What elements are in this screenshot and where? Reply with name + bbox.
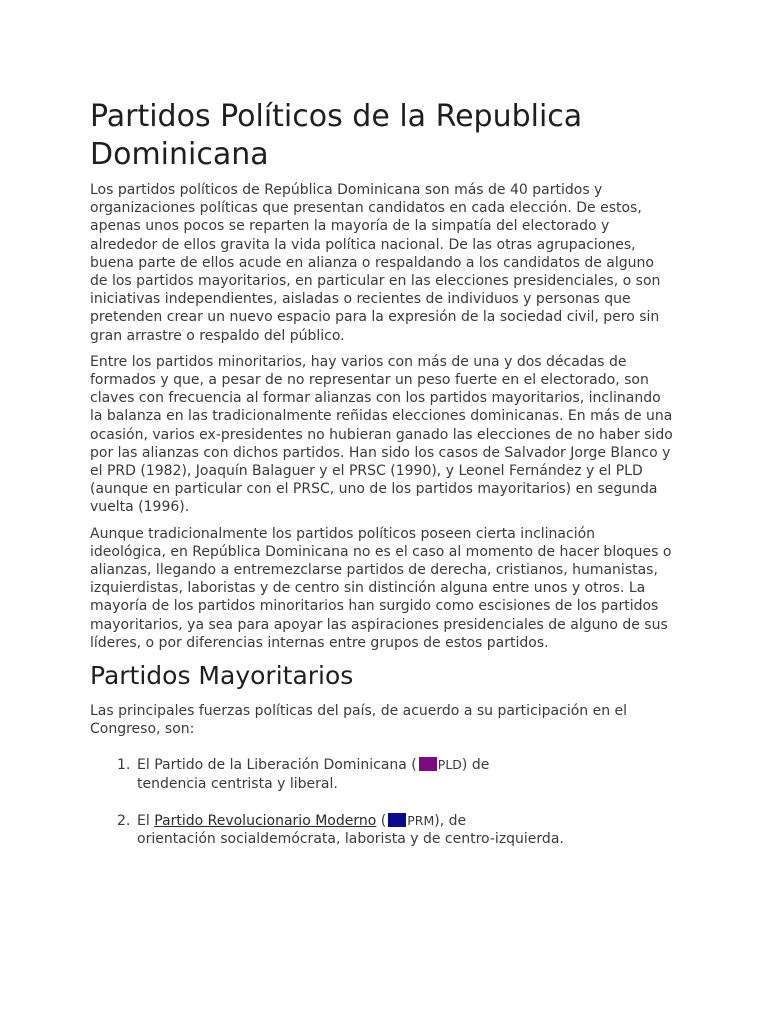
paren-close: ), de	[434, 812, 467, 829]
paragraph-ideology: Aunque tradicionalmente los partidos políticos poseen cierta inclinación ideológica, en República Dominicana no es el caso al momento de hacer bloques o alianzas, llegando a entremezclarse partidos de derecha, cristianos, humanistas, izquierdistas, laboristas y de centro sin distinción alguna entre unos y otros. La mayoría de los partidos minoritarios han surgido como escisiones de los partidos mayoritarios, ya sea para apoyar las aspiraciones presidenciales de alguno de sus líderes, o por diferencias internas entre grupos de estos partidos.	[90, 525, 672, 651]
section-intro: Las principales fuerzas políticas del país, de acuerdo a su participación en el Congreso, son:	[90, 703, 628, 738]
party-color-swatch	[419, 757, 437, 771]
party-list	[90, 756, 675, 848]
party-abbreviation: PLD	[437, 757, 462, 773]
list-item	[90, 756, 675, 792]
list-item-number: 2.	[117, 812, 131, 829]
party-name-link[interactable]: Partido Revolucionario Moderno	[154, 812, 377, 829]
party-name: Partido de la Liberación Dominicana	[154, 757, 407, 774]
list-item-number: 1.	[117, 757, 131, 774]
party-description: orientación socialdemócrata, laborista y de centro-izquierda.	[137, 831, 564, 848]
paragraph-intro: Los partidos políticos de República Dominicana son más de 40 partidos y organizaciones políticas que presentan candidatos en cada elección. De estos, apenas unos pocos se reparten la mayoría de la simpatía del electorado y alrededor de ellos gravita la vida política nacional. De las otras agrupaciones, buena parte de ellos acude en alianza o respaldando a los candidatos de alguno de los partidos mayoritarios, en particular en las elecciones presidenciales, o son iniciativas independientes, aisladas o recientes de individuos y personas que pretenden crear un nuevo espacio para la expresión de la sociedad civil, pero sin gran arrastre o respaldo del público.	[90, 182, 661, 344]
party-prefix: El	[137, 812, 155, 829]
party-description: tendencia centrista y liberal.	[137, 775, 338, 792]
party-color-swatch	[388, 813, 406, 827]
section-heading: Partidos Mayoritarios	[90, 661, 354, 691]
document-page	[90, 98, 675, 867]
party-prefix: El	[137, 757, 155, 774]
paren-open: (	[376, 812, 387, 829]
page-title: Partidos Políticos de la Republica Dominicana	[90, 99, 583, 172]
party-abbreviation: PRM	[407, 812, 435, 828]
paren-close: ) de	[461, 757, 490, 774]
paren-open: (	[406, 757, 417, 774]
list-item	[90, 812, 675, 848]
paragraph-minority-parties: Entre los partidos minoritarios, hay varios con más de una y dos décadas de formados y que, a pesar de no representar un peso fuerte en el electorado, son claves con frecuencia al formar alianzas con los partidos mayoritarios, inclinando la balanza en las tradicionalmente reñidas elecciones dominicanas. En más de una ocasión, varios ex-presidentes no hubieran ganado las elecciones de no haber sido por las alianzas con dichos partidos. Han sido los casos de Salvador Jorge Blanco y el PRD (1982), Joaquín Balaguer y el PRSC (1990), y Leonel Fernández y el PLD (aunque en particular con el PRSC, uno de los partidos mayoritarios) en segunda vuelta (1996).	[90, 353, 673, 516]
